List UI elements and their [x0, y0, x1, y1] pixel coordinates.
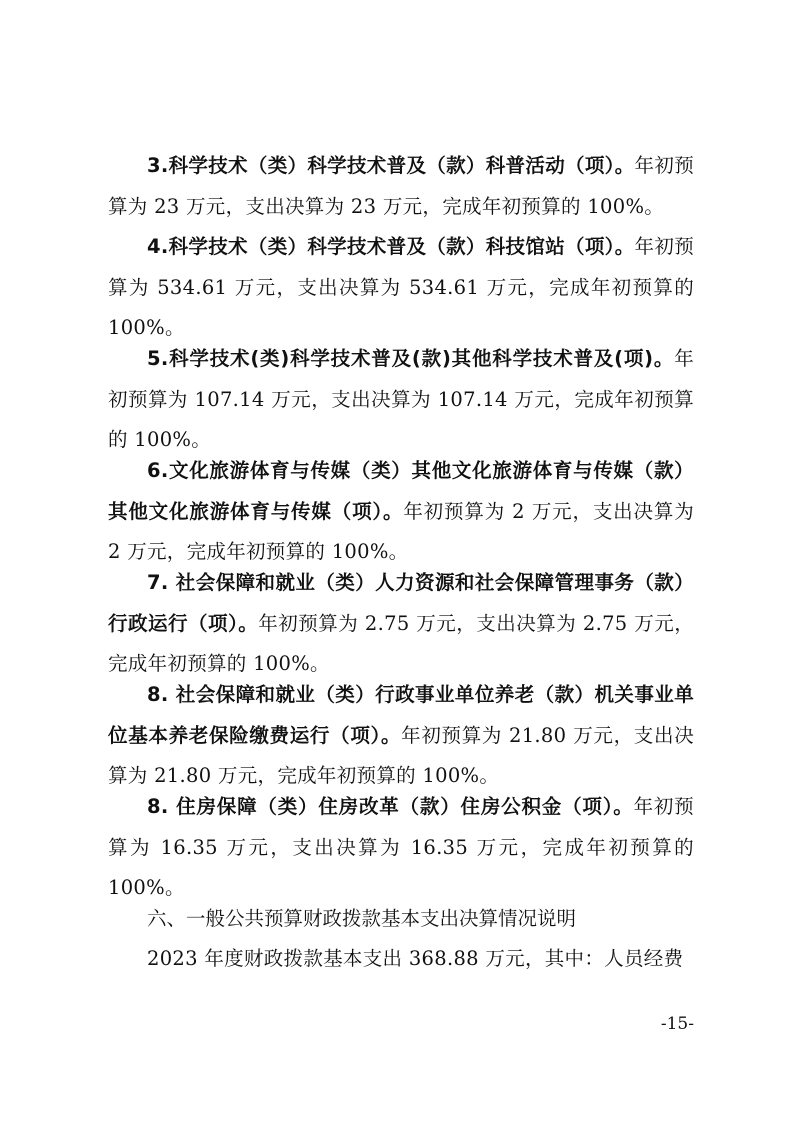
paragraph-body: 年初预算为 2 万元，支出决算为 2 万元，完成年初预算的 100%。	[108, 499, 694, 563]
paragraph-body: 年初预算为 23 万元，支出决算为 23 万元，完成年初预算的 100%。	[108, 154, 694, 218]
paragraph-item-7	[108, 563, 694, 685]
paragraph-item-3	[108, 146, 694, 227]
paragraph-title: 5.科学技术(类)科学技术普及(款)其他科学技术普及(项)。	[147, 347, 675, 370]
paragraph-title: 7. 社会保障和就业（类）人力资源和社会保障管理事务（款）行政运行（项）。	[108, 571, 694, 635]
paragraph-basic-expenditure: 2023 年度财政拨款基本支出 368.88 万元，其中：人员经费	[147, 947, 684, 970]
paragraph-body: 年初预算为 21.80 万元，支出决算为 21.80 万元，完成年初预算的 100%。	[108, 723, 694, 787]
paragraph-body: 年初预算为 534.61 万元，支出决算为 534.61 万元，完成年初预算的 100%。	[108, 235, 694, 339]
paragraph-title: 3.科学技术（类）科学技术普及（款）科普活动（项）。	[147, 154, 635, 177]
paragraph-item-4	[108, 227, 694, 349]
page-number: -15-	[660, 1014, 694, 1034]
paragraph-title: 4.科学技术（类）科学技术普及（款）科技馆站（项）。	[147, 235, 635, 258]
paragraph-item-8b	[108, 787, 694, 909]
paragraph-body: 年初预算为 107.14 万元，支出决算为 107.14 万元，完成年初预算的 100%。	[108, 347, 694, 451]
paragraph-body: 年初预算为 16.35 万元，支出决算为 16.35 万元，完成年初预算的 100%。	[108, 795, 694, 899]
paragraph-title: 6.文化旅游体育与传媒（类）其他文化旅游体育与传媒（款）其他文化旅游体育与传媒（项）。	[108, 459, 694, 523]
section-heading: 六、一般公共预算财政拨款基本支出决算情况说明	[147, 907, 577, 930]
paragraph-title: 8. 住房保障（类）住房改革（款）住房公积金（项）。	[147, 795, 634, 818]
paragraph-item-5	[108, 339, 694, 461]
paragraph-title: 8. 社会保障和就业（类）行政事业单位养老（款）机关事业单位基本养老保险缴费运行（项）。	[108, 683, 694, 747]
paragraph-item-6	[108, 451, 694, 573]
paragraph-item-8a	[108, 675, 694, 797]
paragraph-body: 年初预算为 2.75 万元，支出决算为 2.75 万元，完成年初预算的 100%。	[108, 611, 695, 675]
